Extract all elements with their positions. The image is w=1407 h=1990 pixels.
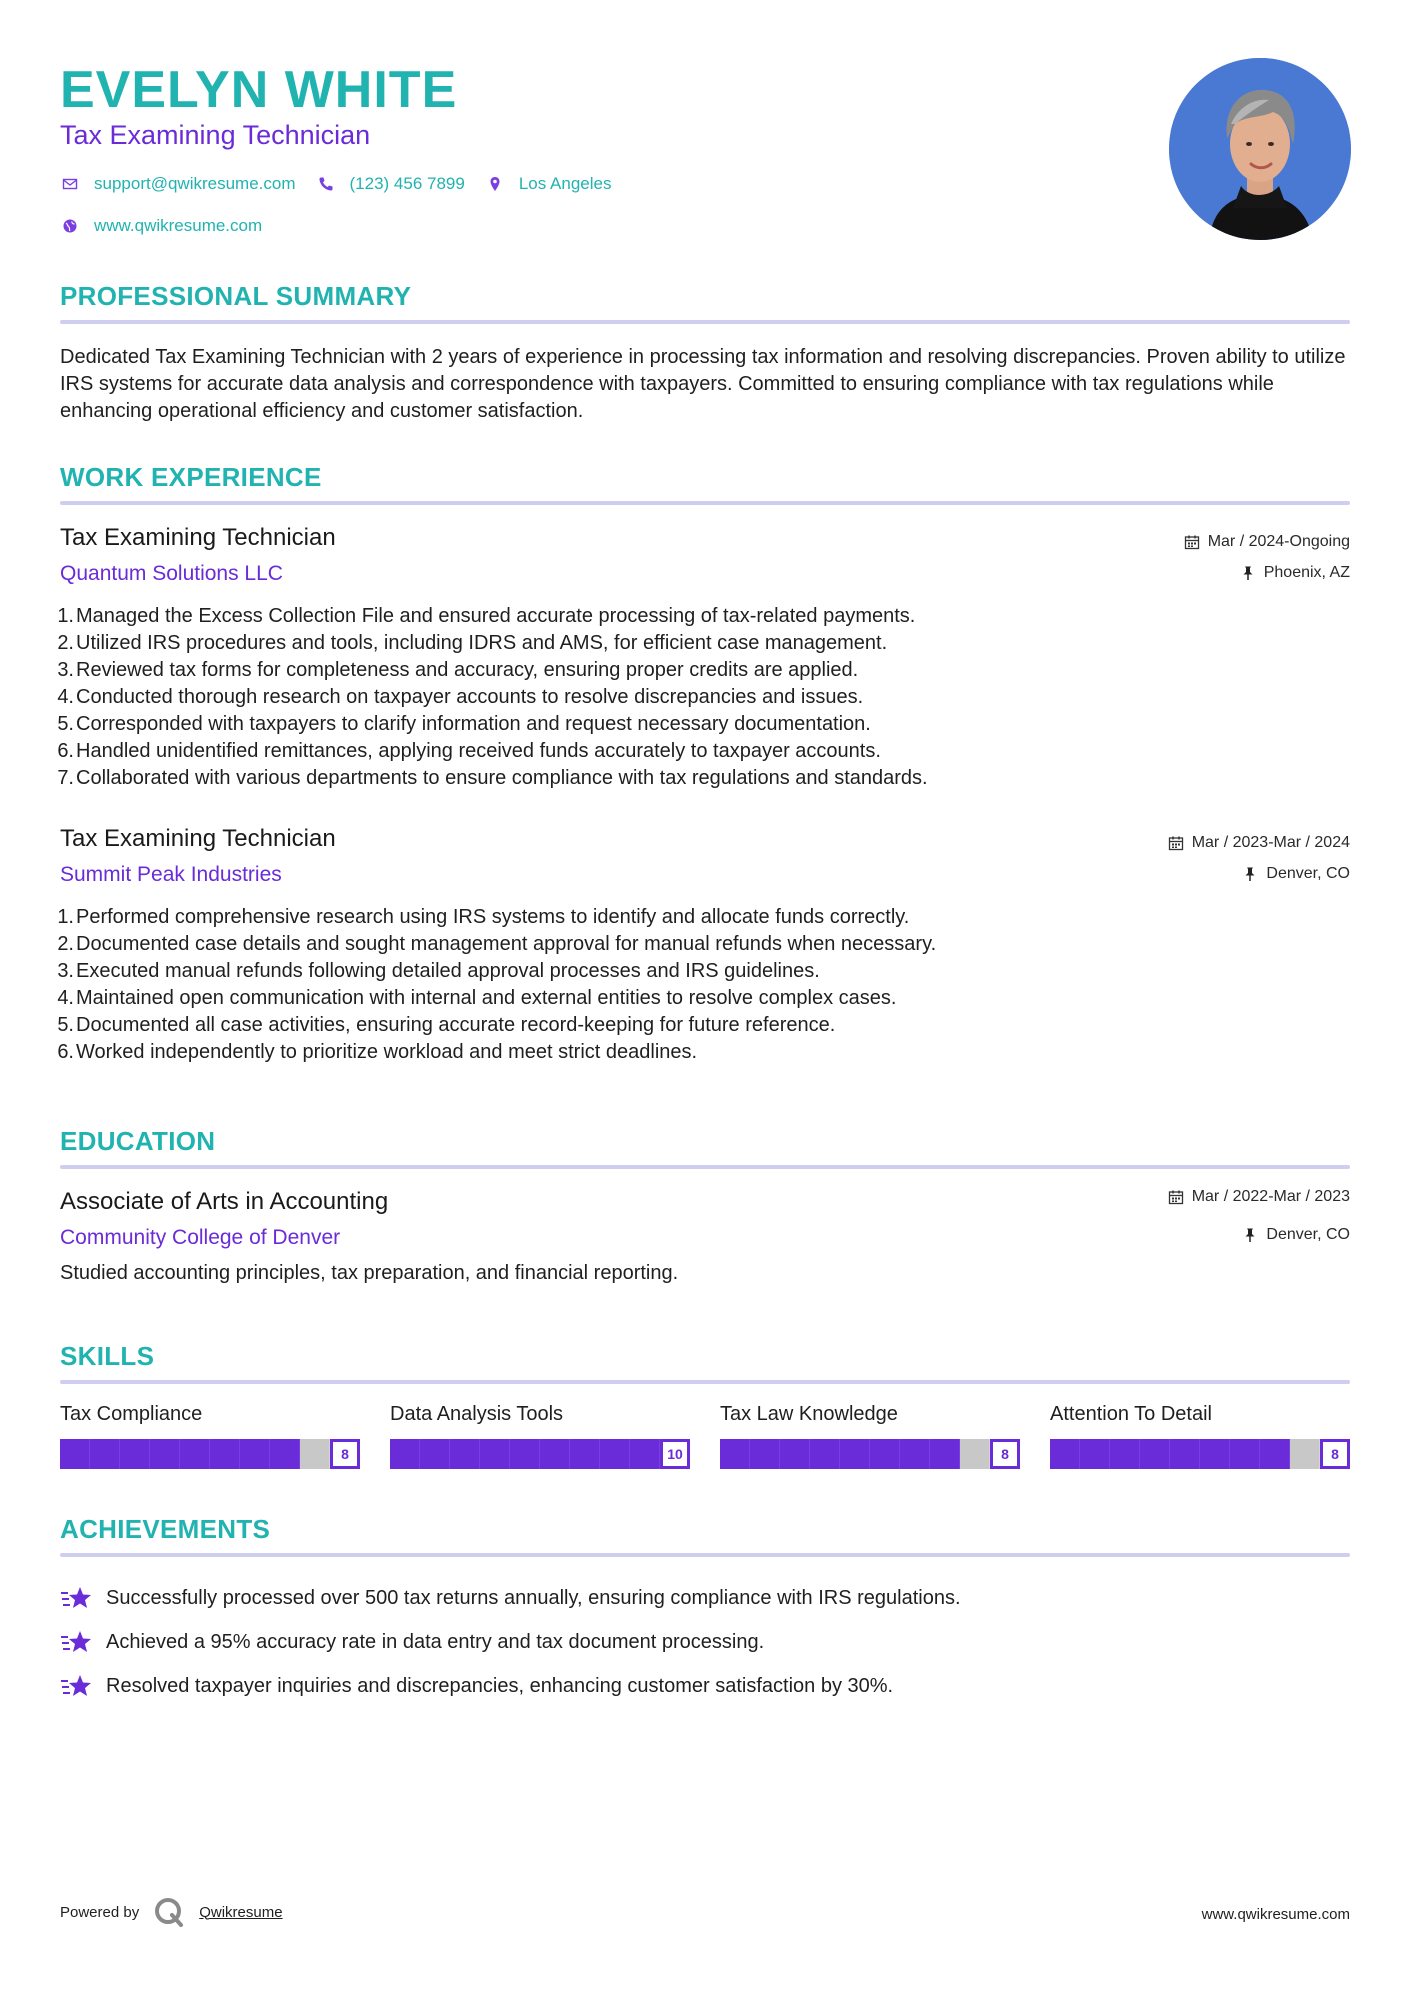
- shooting-star-icon: [60, 1628, 94, 1656]
- globe-icon: [60, 216, 80, 236]
- skill-segment-filled: [420, 1439, 450, 1469]
- skill-segment-filled: [900, 1439, 930, 1469]
- education-dates: [1168, 1188, 1350, 1206]
- job-location-text: Phoenix, AZ: [1263, 564, 1350, 581]
- skill-item: [720, 1403, 1020, 1469]
- list-item: 7. Collaborated with various departments to ensure compliance with tax regulations and standards.: [57, 767, 928, 789]
- skill-segment-filled: [540, 1439, 570, 1469]
- shooting-star-icon: [60, 1672, 94, 1700]
- job-location: [1240, 564, 1350, 582]
- list-item: 1. Managed the Excess Collection File and ensured accurate processing of tax-related payments.: [57, 605, 916, 627]
- pushpin-icon: [1242, 1227, 1258, 1243]
- skill-name: Tax Law Knowledge: [720, 1403, 898, 1425]
- education-location-text: Denver, CO: [1266, 1226, 1350, 1243]
- skill-segment-filled: [240, 1439, 270, 1469]
- achievement-text: Successfully processed over 500 tax returns annually, ensuring compliance with IRS regulations.: [106, 1586, 961, 1609]
- skill-segment-filled: [630, 1439, 660, 1469]
- company-name: Quantum Solutions LLC: [60, 562, 283, 585]
- job-location: [1242, 865, 1350, 883]
- skill-segment-filled: [720, 1439, 750, 1469]
- job-dates-text: Mar / 2023-Mar / 2024: [1191, 834, 1350, 851]
- skill-rating-bar: [720, 1439, 1020, 1469]
- email-link[interactable]: support@qwikresume.com: [94, 174, 296, 193]
- skills-list: [60, 1403, 1350, 1469]
- school-name: Community College of Denver: [60, 1226, 341, 1249]
- skill-segment-filled: [1170, 1439, 1200, 1469]
- skill-segment-filled: [600, 1439, 630, 1469]
- calendar-icon: [1168, 1189, 1184, 1205]
- achievements-heading: ACHIEVEMENTS: [60, 1514, 271, 1544]
- shooting-star-icon: [60, 1584, 94, 1612]
- website-link[interactable]: www.qwikresume.com: [94, 216, 263, 235]
- achievements-list: [60, 1576, 961, 1708]
- list-item: 5. Documented all case activities, ensuring accurate record-keeping for future reference.: [57, 1014, 836, 1036]
- skill-segment-filled: [930, 1439, 960, 1469]
- skill-score-badge: 10: [660, 1439, 690, 1469]
- summary-heading: PROFESSIONAL SUMMARY: [60, 281, 412, 311]
- education-location: [1242, 1226, 1350, 1244]
- footer-powered-by: [60, 1896, 283, 1928]
- achievement-text: Resolved taxpayer inquiries and discrepancies, enhancing customer satisfaction by 30%.: [106, 1674, 894, 1697]
- skill-name: Tax Compliance: [60, 1403, 203, 1425]
- experience-divider: [60, 501, 1350, 505]
- skill-segment-filled: [510, 1439, 540, 1469]
- skill-segment-filled: [390, 1439, 420, 1469]
- calendar-icon: [1184, 534, 1200, 550]
- skill-segment-filled: [120, 1439, 150, 1469]
- degree-title: Associate of Arts in Accounting: [60, 1188, 389, 1215]
- list-item: [60, 1620, 961, 1664]
- location-text: Los Angeles: [518, 174, 612, 193]
- list-item: 5. Corresponded with taxpayers to clarify information and request necessary documentation.: [57, 713, 871, 735]
- skills-heading: SKILLS: [60, 1341, 155, 1371]
- summary-text: Dedicated Tax Examining Technician with 2 years of experience in processing tax information and resolving discrepancies. Proven ability to utilize IRS systems for accurate data analysis and correspondence with taxpayers. Committed to ensuring compliance with tax regulations while enhancing operational efficiency and customer satisfaction.: [60, 346, 1346, 422]
- skill-segment-empty: [960, 1439, 990, 1469]
- skill-name: Data Analysis Tools: [390, 1403, 564, 1425]
- skill-rating-bar: [60, 1439, 360, 1469]
- skill-score-badge: 8: [990, 1439, 1020, 1469]
- skill-segment-empty: [300, 1439, 330, 1469]
- list-item: 3. Reviewed tax forms for completeness and accuracy, ensuring proper credits are applied.: [57, 659, 859, 681]
- resume-page: [57, 0, 1350, 1990]
- skill-segment-filled: [1140, 1439, 1170, 1469]
- phone-number[interactable]: (123) 456 7899: [349, 174, 465, 193]
- list-item: 4. Maintained open communication with internal and external entities to resolve complex cases.: [57, 987, 897, 1009]
- job-dates-text: Mar / 2024-Ongoing: [1207, 533, 1350, 550]
- list-item: [60, 1576, 961, 1620]
- skill-item: [60, 1403, 360, 1469]
- job-dates: [1168, 834, 1350, 852]
- skill-segment-filled: [1200, 1439, 1230, 1469]
- education-divider: [60, 1165, 1350, 1169]
- list-item: 6. Handled unidentified remittances, applying received funds accurately to taxpayer accounts.: [57, 740, 881, 762]
- skill-score-badge: 8: [330, 1439, 360, 1469]
- achievements-divider: [60, 1553, 1350, 1557]
- skill-segment-filled: [1050, 1439, 1080, 1469]
- job-title: Tax Examining Technician: [60, 524, 336, 551]
- experience-heading: WORK EXPERIENCE: [60, 462, 322, 492]
- candidate-role: Tax Examining Technician: [60, 120, 371, 150]
- company-name: Summit Peak Industries: [60, 863, 282, 886]
- skill-item: [1050, 1403, 1350, 1469]
- pushpin-icon: [1240, 565, 1256, 581]
- envelope-icon: [60, 174, 80, 194]
- calendar-icon: [1168, 835, 1184, 851]
- list-item: 3. Executed manual refunds following detailed approval processes and IRS guidelines.: [57, 960, 820, 982]
- skill-segment-empty: [1290, 1439, 1320, 1469]
- achievement-text: Achieved a 95% accuracy rate in data entry and tax document processing.: [106, 1630, 765, 1653]
- skill-item: [390, 1403, 690, 1469]
- skill-segment-filled: [1230, 1439, 1260, 1469]
- skill-segment-filled: [90, 1439, 120, 1469]
- footer-website[interactable]: www.qwikresume.com: [1201, 1906, 1350, 1923]
- skill-segment-filled: [270, 1439, 300, 1469]
- skill-segment-filled: [840, 1439, 870, 1469]
- skill-rating-bar: [390, 1439, 690, 1469]
- skill-segment-filled: [450, 1439, 480, 1469]
- pushpin-icon: [1242, 866, 1258, 882]
- education-description: Studied accounting principles, tax preparation, and financial reporting.: [60, 1262, 679, 1284]
- skill-segment-filled: [570, 1439, 600, 1469]
- skill-segment-filled: [1080, 1439, 1110, 1469]
- job-location-text: Denver, CO: [1266, 865, 1350, 882]
- list-item: 6. Worked independently to prioritize workload and meet strict deadlines.: [57, 1041, 698, 1063]
- map-pin-icon: [485, 174, 505, 194]
- education-dates-text: Mar / 2022-Mar / 2023: [1191, 1188, 1350, 1205]
- skill-segment-filled: [60, 1439, 90, 1469]
- profile-photo: [1169, 58, 1351, 240]
- job-title: Tax Examining Technician: [60, 825, 336, 852]
- list-item: 4. Conducted thorough research on taxpayer accounts to resolve discrepancies and issues.: [57, 686, 864, 708]
- skill-segment-filled: [780, 1439, 810, 1469]
- education-heading: EDUCATION: [60, 1126, 216, 1156]
- list-item: 2. Utilized IRS procedures and tools, including IDRS and AMS, for efficient case management.: [57, 632, 888, 654]
- skill-score-badge: 8: [1320, 1439, 1350, 1469]
- contact-info: [60, 172, 631, 256]
- skill-segment-filled: [810, 1439, 840, 1469]
- list-item: 2. Documented case details and sought management approval for manual refunds when necessary.: [57, 933, 937, 955]
- brand-link[interactable]: Qwikresume: [199, 1903, 283, 1921]
- summary-divider: [60, 320, 1350, 324]
- skill-segment-filled: [1110, 1439, 1140, 1469]
- skill-segment-filled: [870, 1439, 900, 1469]
- job-duties-list: [54, 904, 1354, 1066]
- job-dates: [1184, 533, 1350, 551]
- qwikresume-logo-icon: [153, 1896, 185, 1928]
- skills-divider: [60, 1380, 1350, 1384]
- skill-rating-bar: [1050, 1439, 1350, 1469]
- skill-segment-filled: [750, 1439, 780, 1469]
- skill-segment-filled: [210, 1439, 240, 1469]
- skill-name: Attention To Detail: [1050, 1403, 1212, 1425]
- job-duties-list: [54, 603, 1354, 792]
- skill-segment-filled: [480, 1439, 510, 1469]
- candidate-name: EVELYN WHITE: [60, 61, 458, 119]
- list-item: [60, 1664, 961, 1708]
- skill-segment-filled: [180, 1439, 210, 1469]
- phone-icon: [316, 174, 336, 194]
- skill-segment-filled: [150, 1439, 180, 1469]
- skill-segment-filled: [1260, 1439, 1290, 1469]
- list-item: 1. Performed comprehensive research using IRS systems to identify and allocate funds correctly.: [57, 906, 910, 928]
- powered-by-label: Powered by: [60, 1903, 140, 1921]
